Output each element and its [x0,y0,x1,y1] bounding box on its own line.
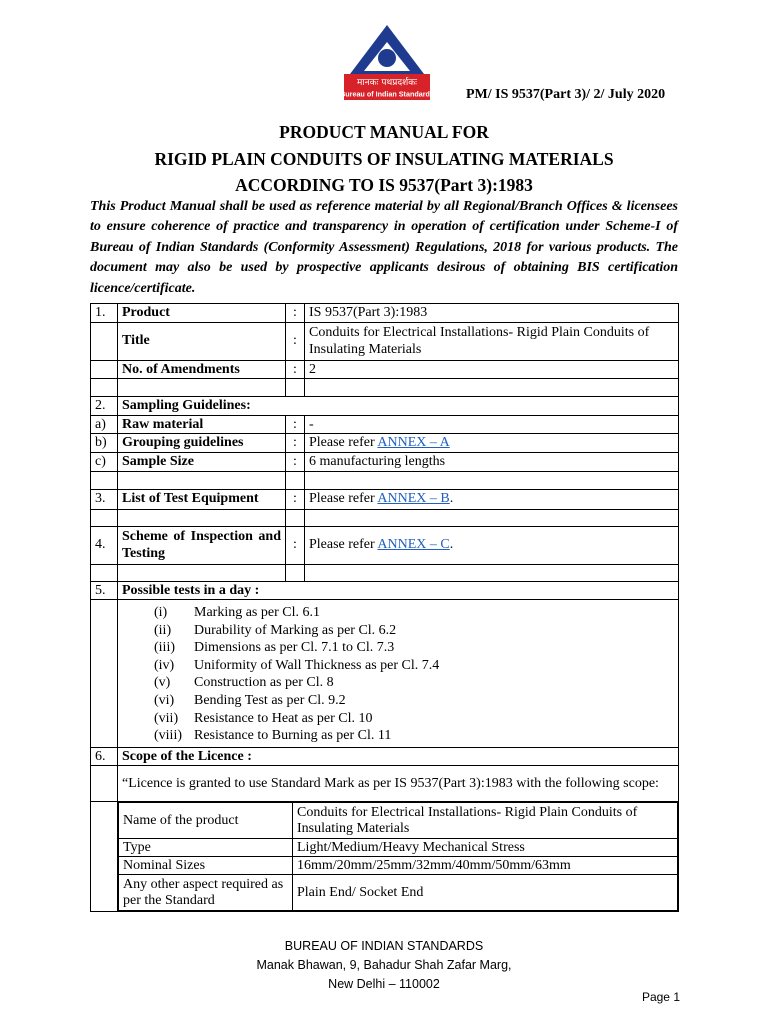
row-colon: : [286,360,305,379]
footer-address-line-1: Manak Bhawan, 9, Bahadur Shah Zafar Marg, [256,958,512,972]
list-item-text: Bending Test as per Cl. 9.2 [194,692,346,708]
list-item [154,674,678,692]
row-value: 2 [305,360,679,379]
value-prefix: Please refer [309,537,378,553]
scope-value: Light/Medium/Heavy Mechanical Stress [293,839,678,857]
row-label: Scope of the Licence : [118,747,679,766]
row-number: b) [91,434,118,453]
list-item-text: Uniformity of Wall Thickness as per Cl. 7.4 [194,657,440,673]
list-item-number: (i) [154,605,168,620]
annex-c-link[interactable]: ANNEX – C [377,537,450,553]
annex-a-link[interactable]: ANNEX – A [377,435,450,451]
intro-paragraph: This Product Manual shall be used as reference material by all Regional/Branch Offices & licensees to ensure coherence of practice and transparency in operation of certification under Scheme-I of Bureau of Indian Standards (Conformity Assessment) Regulations, 2018 for various products. The document may also be used by prospective applicants desirous of obtaining BIS certification licence/certificate. [90,199,678,296]
row-label: Title [118,322,286,360]
row-colon: : [286,434,305,453]
list-item-text: Resistance to Burning as per Cl. 11 [194,728,392,744]
row-value: - [305,415,679,434]
list-item-number: (vii) [154,710,179,726]
table-row [91,581,679,600]
list-item-text: Dimensions as per Cl. 7.1 to Cl. 7.3 [194,640,395,656]
row-colon: : [286,453,305,472]
table-row-empty [91,379,679,397]
value-prefix: Please refer [309,435,378,451]
table-row [91,766,679,802]
row-number: 2. [91,397,118,416]
row-value: 6 manufacturing lengths [305,453,679,472]
table-row-empty [91,564,679,581]
row-value: Conduits for Electrical Installations- Rigid Plain Conduits of Insulating Materials [305,322,679,360]
table-row [91,397,679,416]
row-colon: : [286,322,305,360]
page-number: Page 1 [641,990,680,1004]
row-number: c) [91,453,118,472]
bis-logo [340,22,434,102]
tests-row [91,600,679,748]
scope-table-row [91,802,679,912]
footer-organization: BUREAU OF INDIAN STANDARDS [284,939,484,953]
table-row-empty [91,471,679,489]
document-reference: PM/ IS 9537(Part 3)/ 2/ July 2020 [466,87,666,102]
row-colon: : [286,415,305,434]
row-label: No. of Amendments [118,360,286,379]
list-item-number: (iii) [154,640,175,656]
table-row [91,322,679,360]
list-item-text: Resistance to Heat as per Cl. 10 [194,710,373,726]
value-suffix: . [449,491,454,507]
title-line-3: ACCORDING TO IS 9537(Part 3):1983 [235,175,533,195]
annex-b-link[interactable]: ANNEX – B [377,491,450,507]
list-item [154,710,678,728]
table-row [91,360,679,379]
scope-label: Name of the product [119,803,293,839]
row-number: 1. [91,304,118,323]
row-label: Possible tests in a day : [118,581,679,600]
title-line-1: PRODUCT MANUAL FOR [279,122,489,142]
row-colon: : [286,526,305,564]
list-item [154,604,678,622]
list-item-text: Durability of Marking as per Cl. 6.2 [194,622,397,638]
product-manual-table [90,303,679,912]
list-item [154,622,678,640]
row-value: IS 9537(Part 3):1983 [305,304,679,323]
table-row [91,434,679,453]
title-line-2: RIGID PLAIN CONDUITS OF INSULATING MATERIALS [154,149,614,169]
scope-value: Plain End/ Socket End [293,875,678,911]
table-row [91,415,679,434]
table-row [119,803,678,839]
row-number: 3. [91,489,118,509]
list-item [154,639,678,657]
logo-hindi-text: मानकः पथप्रदर्शकः [357,78,417,88]
row-label: List of Test Equipment [118,489,286,509]
scope-text: “Licence is granted to use Standard Mark as per IS 9537(Part 3):1983 with the following scope: [118,766,679,802]
list-item [154,692,678,710]
row-number: 4. [91,526,118,564]
table-row [91,747,679,766]
row-number: 5. [91,581,118,600]
tests-list [118,600,678,747]
list-item-number: (viii) [154,728,182,744]
scope-label: Type [119,839,293,857]
value-prefix: Please refer [309,491,378,507]
value-suffix: . [449,537,454,553]
list-item-number: (ii) [154,622,172,638]
row-colon: : [286,489,305,509]
scope-value: 16mm/20mm/25mm/32mm/40mm/50mm/63mm [293,857,678,875]
row-label: Raw material [118,415,286,434]
list-item-text: Construction as per Cl. 8 [194,675,334,691]
list-item-text: Marking as per Cl. 6.1 [194,605,320,620]
list-item-number: (iv) [154,657,175,673]
row-value [305,489,679,509]
table-row [91,453,679,472]
row-label: Scheme of Inspection and Testing [118,526,286,564]
row-number: a) [91,415,118,434]
list-item [154,727,678,745]
footer-address-line-2: New Delhi – 110002 [328,977,440,991]
table-row [119,875,678,911]
row-label: Sample Size [118,453,286,472]
table-row [119,857,678,875]
logo-english-text: Bureau of Indian Standards [340,89,434,99]
table-row [91,526,679,564]
row-label: Grouping guidelines [118,434,286,453]
scope-label: Any other aspect required as per the Standard [119,875,293,911]
list-item-number: (v) [154,675,171,691]
row-label: Sampling Guidelines: [118,397,679,416]
table-row [91,304,679,323]
row-value [305,526,679,564]
table-row [91,489,679,509]
scope-table [118,802,678,911]
row-number: 6. [91,747,118,766]
table-row-empty [91,509,679,526]
list-item [154,657,678,675]
table-row [119,839,678,857]
scope-label: Nominal Sizes [119,857,293,875]
list-item-number: (vi) [154,692,175,708]
row-colon: : [286,304,305,323]
row-value [305,434,679,453]
scope-value: Conduits for Electrical Installations- Rigid Plain Conduits of Insulating Materials [293,803,678,839]
row-label: Product [118,304,286,323]
